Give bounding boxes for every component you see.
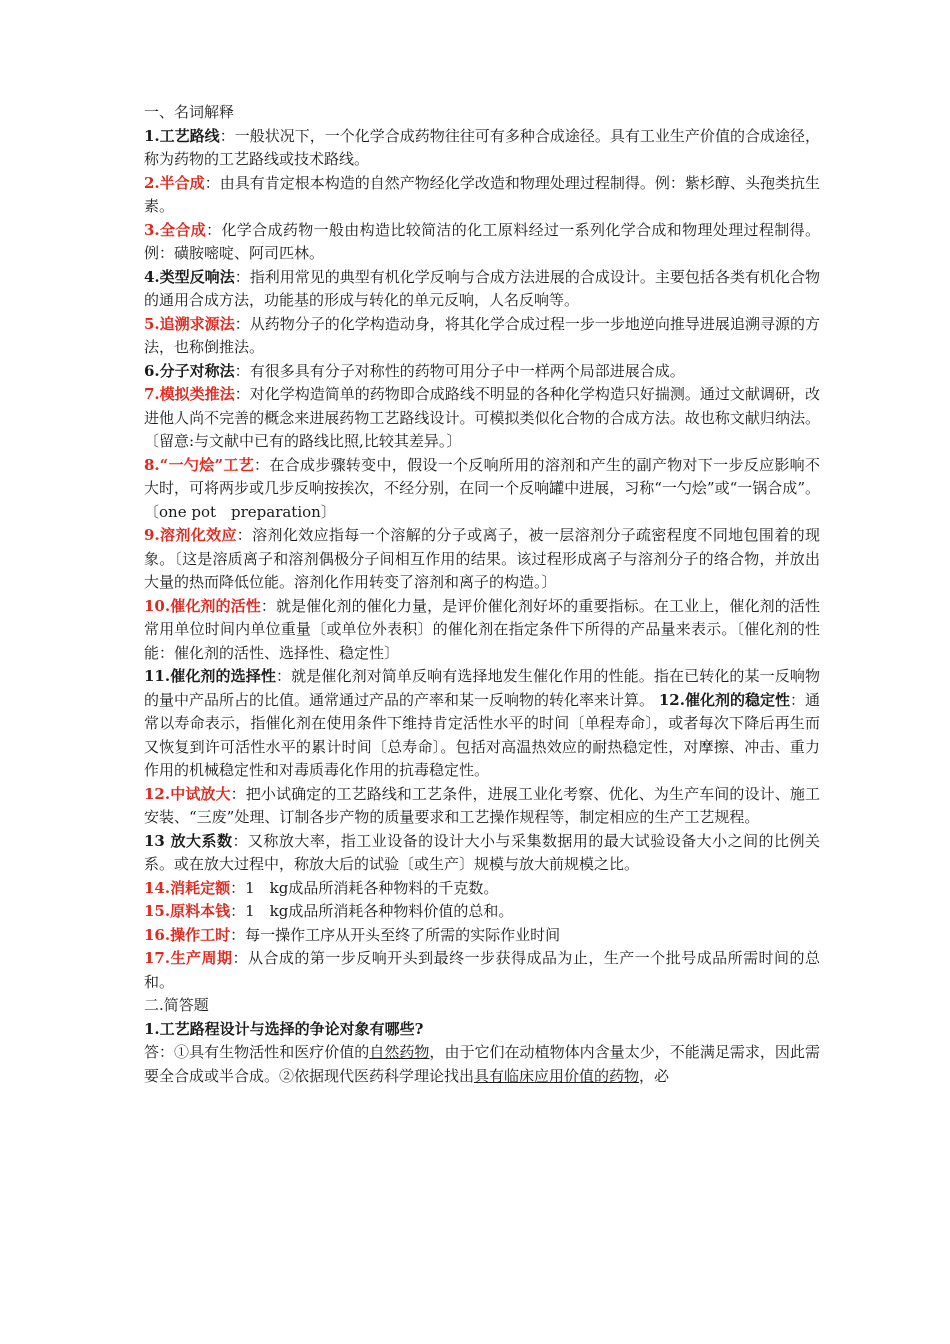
term-separator: ：: [254, 455, 270, 474]
answer-underline-1: 自然药物: [369, 1043, 430, 1061]
term-label: 14.消耗定额: [144, 878, 231, 897]
term-text: 1 kg成品所消耗各种物料的千克数。: [245, 878, 499, 897]
term-label: 9.溶剂化效应: [144, 526, 237, 544]
term-text: 把小试确定的工艺路线和工艺条件，进展工业化考察、优化、为生产车间的设计、施工安装、“三废”处理、订制各步产物的质量要求和工艺操作规程等，制定相应的生产工艺规程。: [144, 784, 820, 826]
term-label: 3.全合成: [144, 220, 207, 239]
term-label: 16.操作工时: [144, 925, 231, 944]
term-text: 每一操作工序从开头至终了所需的实际作业时间: [245, 925, 561, 944]
term-separator: ：: [234, 267, 250, 286]
term-text: 在合成步骤转变中，假设一个反响所用的溶剂和产生的副产物对下一步反应影响不大时，可将两步或几步反响按挨次，不经分别，在同一个反响罐中进展，习称“一勺烩”或“一锅合成”。〔one pot preparation〕: [144, 455, 820, 521]
term-separator: ：: [230, 878, 246, 897]
term-definition: [144, 125, 820, 172]
answer-text-1: 答：①具有生物活性和医疗价值的: [144, 1043, 370, 1061]
term-separator: ：: [234, 385, 250, 403]
term-list: [144, 125, 820, 995]
term-text: 从合成的第一步反响开头到最终一步获得成品为止，生产一个批号成品所需时间的总和。: [144, 949, 820, 991]
term-separator: ：: [234, 361, 250, 380]
term-text: 一般状况下，一个化学合成药物往往可有多种合成途径。具有工业生产价值的合成途径，称为药物的工艺路线或技术路线。: [144, 126, 820, 168]
term-label: 12.中试放大: [144, 784, 231, 803]
term-label: 11.催化剂的选择性: [144, 667, 277, 685]
term-separator: ：: [232, 831, 248, 850]
term-separator: ：: [234, 314, 250, 333]
term-definition: [144, 900, 820, 924]
term-label: 1.工艺路线: [144, 126, 220, 145]
term-text: 指利用常见的典型有机化学反响与合成方法进展的合成设计。主要包括各类有机化合物的通用合成方法，功能基的形成与转化的单元反响，人名反响等。: [144, 267, 820, 309]
term-definition: [144, 947, 820, 994]
term-definition: [144, 877, 820, 901]
term-text: 1 kg成品所消耗各种物料价值的总和。: [245, 902, 514, 920]
term-label: 7.模拟类推法: [144, 385, 235, 403]
term-separator: ：: [260, 596, 277, 615]
term-separator: ：: [789, 690, 805, 709]
term-label: 12.催化剂的稳定性: [658, 690, 790, 709]
answer-text-3: ，必: [639, 1066, 670, 1085]
answer-text-2: ，由于它们在动植物体内含量太少，不能满足需求，因此需要全合成或半合成。②依据现代医药科学理论找出: [144, 1043, 820, 1085]
term-label: 5.追溯求源法: [144, 314, 235, 333]
term-separator: ：: [230, 902, 246, 920]
document-body: [144, 101, 820, 1088]
term-text: 溶剂化效应指每一个溶解的分子或离子，被一层溶剂分子疏密程度不同地包围着的现象。〔这是溶质离子和溶剂偶极分子间相互作用的结果。该过程形成离子与溶剂分子的络合物，并放出大量的热而降低位能。溶剂化作用转变了溶剂和离子的构造。〕: [144, 526, 820, 591]
term-definition: [144, 360, 820, 384]
term-separator: ：: [230, 784, 246, 803]
term-definition: [144, 783, 820, 830]
answer-paragraph: [144, 1041, 820, 1088]
term-definition: [144, 383, 820, 454]
term-definition: [144, 313, 820, 360]
term-definition: [144, 830, 820, 877]
term-definition: [144, 924, 820, 948]
term-label: 13 放大系数: [144, 831, 233, 850]
term-separator: ：: [206, 220, 222, 239]
term-separator: ：: [219, 126, 235, 145]
term-text: 通常以寿命表示，指催化剂在使用条件下维持肯定活性水平的时间〔单程寿命〕，或者每次下降后再生而又恢复到许可活性水平的累计时间〔总寿命〕。包括对高温热效应的耐热稳定性，对摩擦、冲击、重力作用的机械稳定性和对毒质毒化作用的抗毒稳定性。: [144, 690, 820, 779]
term-text: 有很多具有分子对称性的药物可用分子中一样两个局部进展合成。: [249, 361, 685, 380]
term-label: 6.分子对称法: [144, 361, 235, 380]
term-definition: [144, 524, 820, 595]
answer-underline-2: 具有临床应用价值的药物: [474, 1066, 640, 1085]
term-definition: [144, 665, 820, 783]
term-label: 8.“一勺烩”工艺: [144, 455, 255, 474]
term-label: 2.半合成: [144, 173, 205, 192]
term-label: 4.类型反响法: [144, 267, 235, 286]
term-text: 对化学构造简单的药物即合成路线不明显的各种化学构造只好揣测。通过文献调研，改进他人尚不完善的概念来进展药物工艺路线设计。可模拟类似化合物的合成方法。故也称文献归纳法。〔留意:与文献中已有的路线比照,比较其差异。〕: [144, 385, 820, 450]
term-separator: ：: [236, 526, 253, 544]
term-label: 17.生产周期: [144, 949, 233, 967]
term-definition: [144, 595, 820, 666]
term-separator: ：: [230, 925, 246, 944]
section-heading-terms: 一、名词解释: [144, 103, 235, 121]
term-text: 又称放大率，指工业设备的设计大小与采集数据用的最大试验设备大小之间的比例关系。或在放大过程中，称放大后的试验〔或生产〕规模与放大前规模之比。: [144, 831, 820, 873]
term-separator: ：: [276, 667, 292, 685]
term-text: 就是催化剂的催化力量，是评价催化剂好坏的重要指标。在工业上，催化剂的活性常用单位时间内单位重量〔或单位外表积〕的催化剂在指定条件下所得的产品量来表示。〔催化剂的性能：催化剂的活性、选择性、稳定性〕: [144, 596, 820, 662]
term-text: 就是催化剂对简单反响有选择地发生催化作用的性能。指在已转化的某一反响物的量中产品所占的比值。通常通过产品的产率和某一反响物的转化率来计算。: [144, 667, 820, 709]
term-definition: [144, 454, 820, 525]
term-separator: ：: [204, 173, 220, 192]
term-text: 从药物分子的化学构造动身，将其化学合成过程一步一步地逆向推导进展追溯寻源的方法，也称倒推法。: [144, 314, 820, 356]
term-definition: [144, 172, 820, 219]
section-heading-short-answer: 二.简答题: [144, 996, 209, 1014]
question-title: 1.工艺路程设计与选择的争论对象有哪些?: [144, 1019, 424, 1038]
term-definition: [144, 266, 820, 313]
term-definition: [144, 219, 820, 266]
term-separator: ：: [232, 949, 248, 967]
term-label: 15.原料本钱: [144, 902, 231, 920]
term-text: 化学合成药物一般由构造比较简洁的化工原料经过一系列化学合成和物理处理过程制得。例：磺胺嘧啶、阿司匹林。: [144, 220, 820, 262]
term-text: 由具有肯定根本构造的自然产物经化学改造和物理处理过程制得。例：紫杉醇、头孢类抗生素。: [144, 173, 820, 215]
term-label: 10.催化剂的活性: [144, 596, 261, 615]
